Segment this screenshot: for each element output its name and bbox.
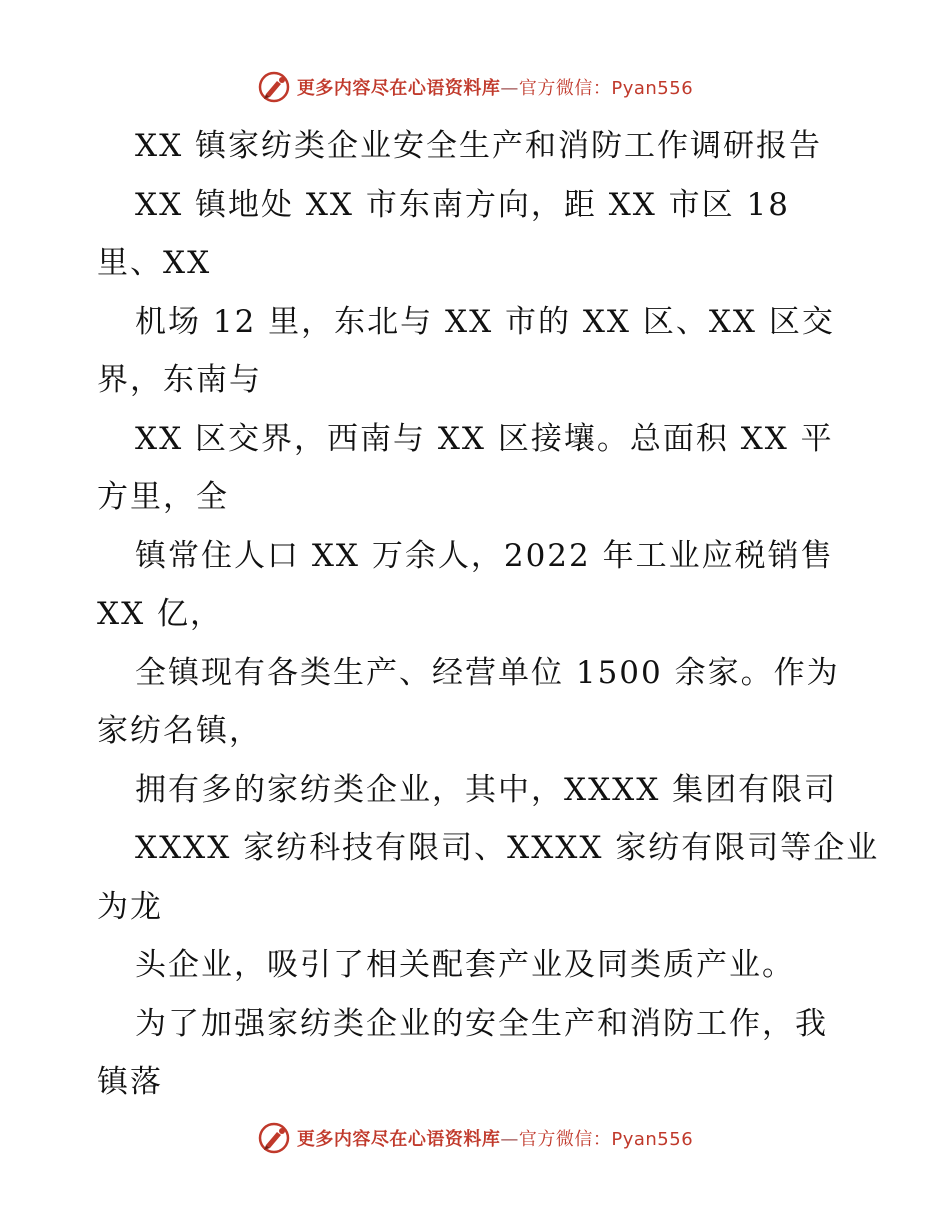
banner-text (297, 74, 693, 100)
text-line: 机场 12 里，东北与 XX 市的 XX 区、XX 区交 (135, 303, 835, 340)
text-line: 里、XX (97, 245, 212, 281)
banner-separator: — (500, 78, 519, 99)
text-line: 头企业，吸引了相关配套产业及同类质产业。 (135, 947, 795, 983)
text-line: 镇落 (97, 1064, 163, 1100)
banner-wechat-id: Pyan556 (611, 1129, 694, 1150)
banner-main-text: 更多内容尽在心语资料库 (296, 1129, 501, 1150)
banner-separator: — (500, 1129, 519, 1150)
text-line: 镇常住人口 XX 万余人，2022 年工业应税销售 (135, 537, 834, 574)
banner-main-text: 更多内容尽在心语资料库 (296, 78, 501, 99)
text-line: 为了加强家纺类企业的安全生产和消防工作，我 (135, 1005, 828, 1042)
banner-sub-text: 官方微信： (518, 1129, 612, 1150)
text-line: XX 镇家纺类企业安全生产和消防工作调研报告 (135, 128, 822, 164)
text-line: 界，东南与 (97, 362, 262, 398)
text-line: 拥有多的家纺类企业，其中，XXXX 集团有限司 (135, 771, 838, 808)
header-banner (0, 70, 950, 104)
text-line: XX 区交界，西南与 XX 区接壤。总面积 XX 平 (135, 420, 834, 457)
footer-banner (0, 1121, 950, 1155)
text-line: XX 镇地处 XX 市东南方向，距 XX 市区 18 (135, 186, 790, 223)
text-line: 方里，全 (97, 479, 229, 515)
text-line: XXXX 家纺科技有限司、XXXX 家纺有限司等企业 (135, 830, 880, 866)
banner-text (297, 1125, 693, 1151)
pen-logo-icon (257, 1121, 291, 1155)
text-line: 家纺名镇， (97, 713, 262, 749)
text-line: 为龙 (97, 888, 163, 925)
banner-wechat-id: Pyan556 (611, 78, 694, 99)
pen-logo-icon (257, 70, 291, 104)
banner-sub-text: 官方微信： (518, 78, 612, 99)
text-line: 全镇现有各类生产、经营单位 1500 余家。作为 (135, 654, 840, 691)
document-body (0, 117, 950, 1112)
text-line: XX 亿， (97, 596, 223, 632)
